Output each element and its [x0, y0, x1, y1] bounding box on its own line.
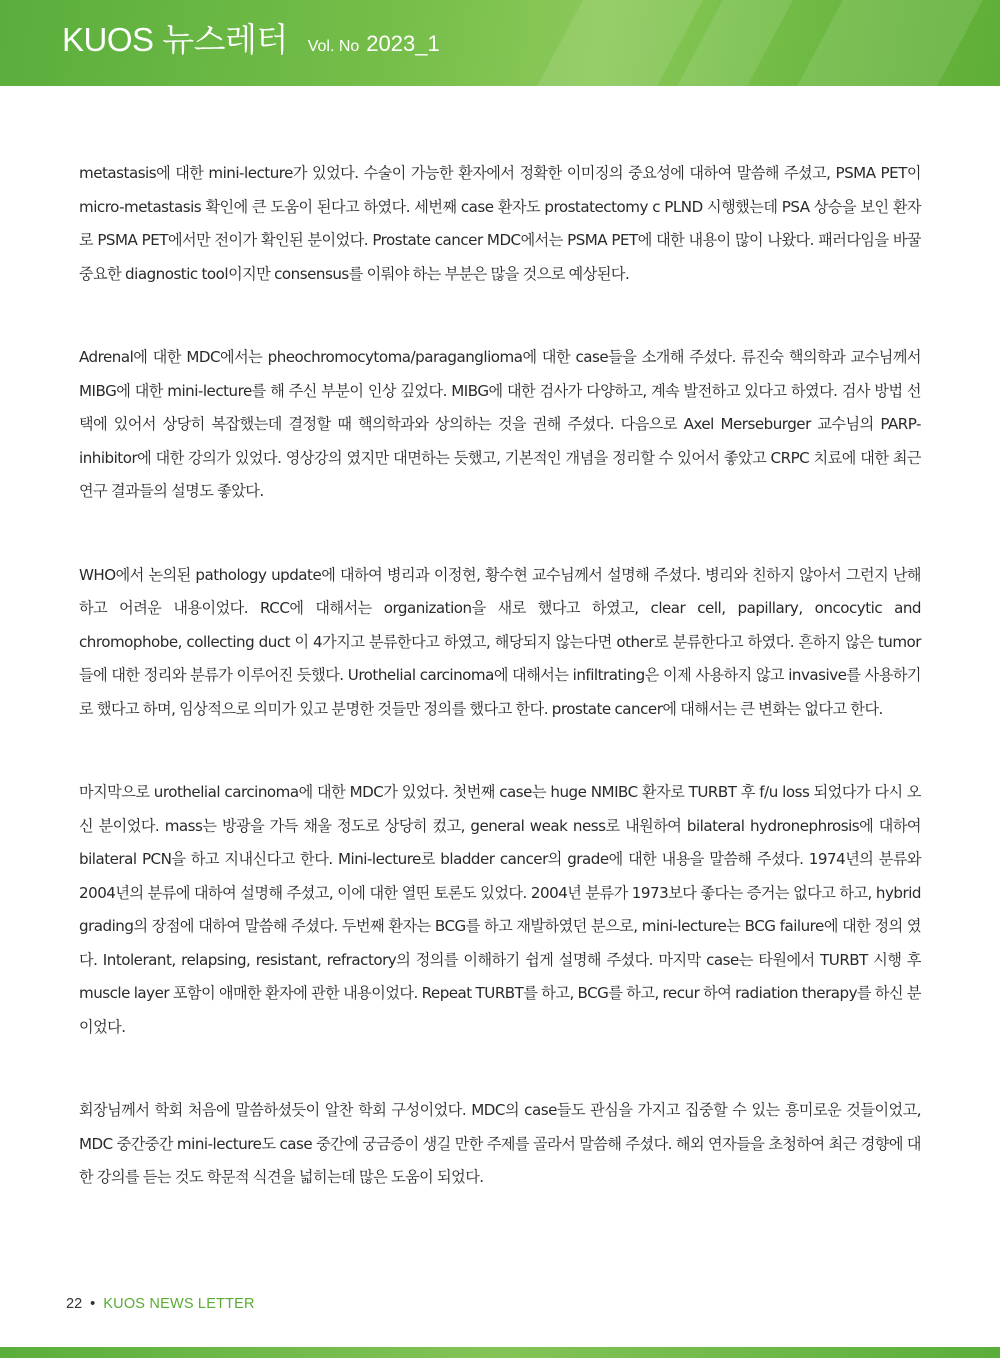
- page-header-banner: [0, 0, 1000, 86]
- page-number: 22: [66, 1296, 83, 1312]
- header-decoration: [797, 0, 983, 86]
- paragraph-psma-pet: metastasis에 대한 mini-lecture가 있었다. 수술이 가능한 환자에서 정확한 이미징의 중요성에 대하여 말씀해 주셨고, PSMA PET이 micro-metastasis 확인에 큰 도움이 된다고 하였다. 세번째 case 환자도 prostatectomy c PLND 시행했는데 PSA 상승을 보인 환자로 PSMA PET에서만 전이가 확인된 분이었다. Prostate cancer MDC에서는 PSMA PET에 대한 내용이 많이 나왔다. 패러다임을 바꿀 중요한 diagnostic tool이지만 consensus를 이뤄야 하는 부분은 많을 것으로 예상된다.: [79, 164, 921, 283]
- paragraph-adrenal-mdc: Adrenal에 대한 MDC에서는 pheochromocytoma/paraganglioma에 대한 case들을 소개해 주셨다. 류진숙 핵의학과 교수님께서 MIBG에 대한 mini-lecture를 해 주신 부분이 인상 깊었다. MIBG에 대한 검사가 다양하고, 계속 발전하고 있다고 하였다. 검사 방법 선택에 있어서 상당히 복잡했는데 결정할 때 핵의학과와 상의하는 것을 권해 주셨다. 다음으로 Axel Merseburger 교수님의 PARP-inhibitor에 대한 강의가 있었다. 영상강의 였지만 대면하는 듯했고, 기본적인 개념을 정리할 수 있어서 좋았고 CRPC 치료에 대한 최근 연구 결과들의 설명도 좋았다.: [79, 348, 921, 500]
- header-decoration: [537, 0, 703, 86]
- newsletter-title: KUOS 뉴스레터: [62, 21, 288, 58]
- page-footer: [66, 1296, 255, 1312]
- footer-separator: •: [90, 1296, 96, 1312]
- volume-label: Vol. No: [307, 38, 360, 55]
- issue-number: 2023_1: [366, 31, 440, 56]
- article-body: [79, 157, 921, 1245]
- newsletter-title-group: [62, 14, 440, 61]
- paragraph-urothelial-mdc: 마지막으로 urothelial carcinoma에 대한 MDC가 있었다. 첫번째 case는 huge NMIBC 환자로 TURBT 후 f/u loss 되었다가 다시 오신 분이었다. mass는 방광을 가득 채울 정도로 상당히 컸고, general weak ness로 내원하여 bilateral hydronephrosis에 대하여 bilateral PCN을 하고 지내신다고 한다. Mini-lecture로 bladder cancer의 grade에 대한 내용을 말씀해 주셨다. 1974년의 분류와 2004년의 분류에 대하여 설명해 주셨고, 이에 대한 열띤 토론도 있었다. 2004년 분류가 1973보다 좋다는 증거는 없다고 하고, hybrid grading의 장점에 대하여 말씀해 주셨다. 두번째 환자는 BCG를 하고 재발하였던 분으로, mini-lecture는 BCG failure에 대한 정의 였다. Intolerant, relapsing, resistant, refractory의 정의를 이해하기 쉽게 설명해 주셨다. 마지막 case는 타원에서 TURBT 시행 후 muscle layer 포함이 애매한 환자에 관한 내용이었다. Repeat TURBT를 하고, BCG를 하고, recur 하여 radiation therapy를 하신 분이었다.: [79, 783, 921, 1036]
- paragraph-conclusion: 회장님께서 학회 처음에 말씀하셨듯이 알찬 학회 구성이었다. MDC의 case들도 관심을 가지고 집중할 수 있는 흥미로운 것들이었고, MDC 중간중간 mini-lecture도 case 중간에 궁금증이 생길 만한 주제를 골라서 말씀해 주셨다. 해외 연자들을 초청하여 최근 경향에 대한 강의를 듣는 것도 학문적 식견을 넓히는데 많은 도움이 되었다.: [79, 1101, 921, 1186]
- footer-bar: [0, 1347, 1000, 1358]
- publication-name: KUOS NEWS LETTER: [103, 1296, 255, 1312]
- paragraph-who-pathology: WHO에서 논의된 pathology update에 대하여 병리과 이정현, 황수현 교수님께서 설명해 주셨다. 병리와 친하지 않아서 그런지 난해하고 어려운 내용이었다. RCC에 대해서는 organization을 새로 했다고 하였고, clear cell, papillary, oncocytic and chromophobe, collecting duct 이 4가지고 분류한다고 하였고, 해당되지 않는다면 other로 분류한다고 하였다. 흔하지 않은 tumor 들에 대한 정리와 분류가 이루어진 듯했다. Urothelial carcinoma에 대해서는 infiltrating은 이제 사용하지 않고 invasive를 사용하기로 했다고 하며, 임상적으로 의미가 있고 분명한 것들만 정의를 했다고 한다. prostate cancer에 대해서는 큰 변화는 없다고 한다.: [79, 565, 921, 718]
